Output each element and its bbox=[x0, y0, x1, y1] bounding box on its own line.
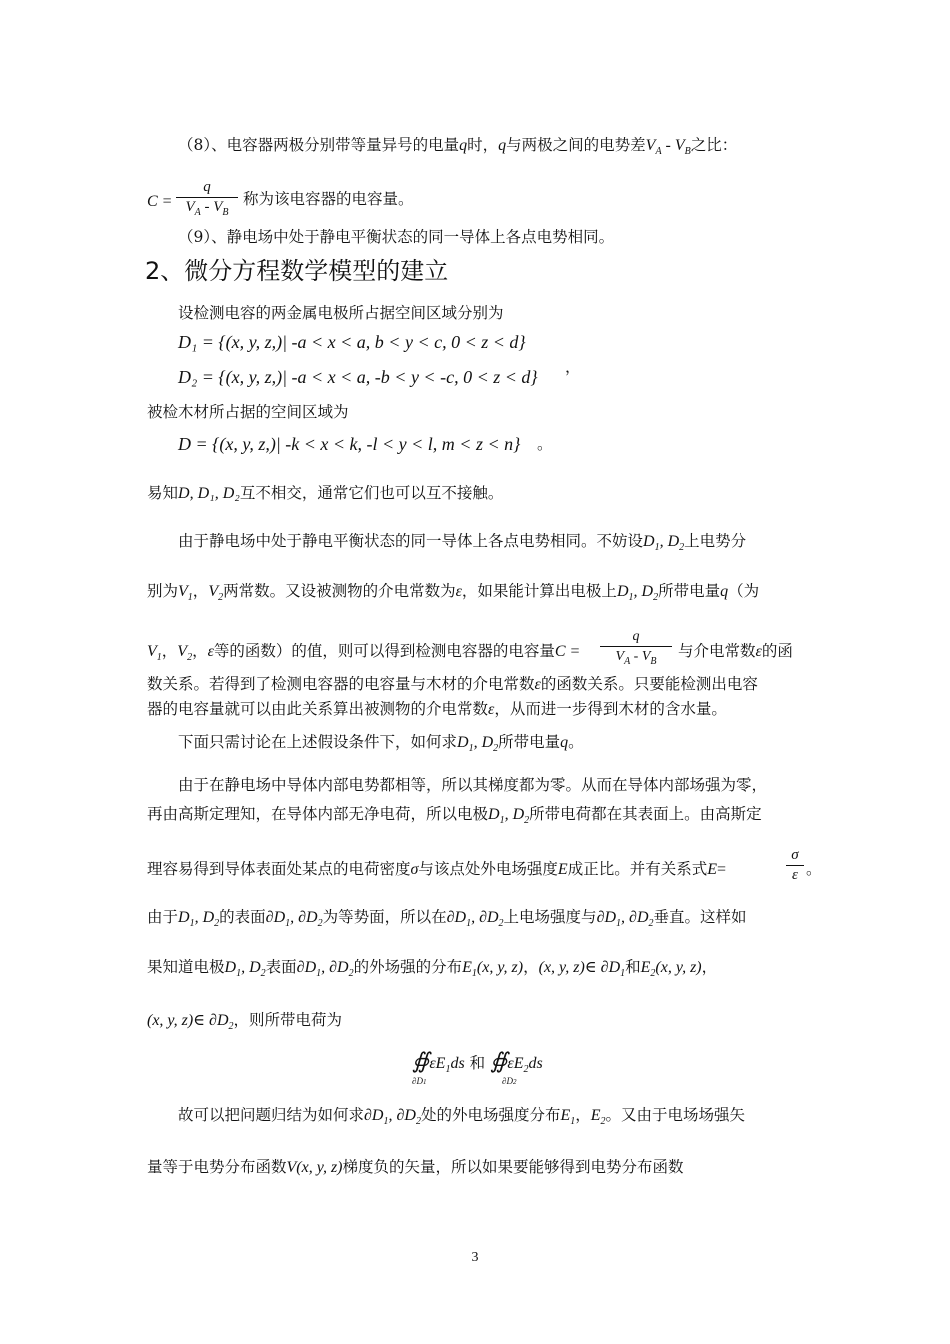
math-va-vb: $V_A - V_B$ bbox=[645, 137, 691, 157]
page-number: 3 bbox=[471, 1250, 479, 1265]
text: 与两极之间的电势差 bbox=[506, 136, 646, 154]
text-line: 由于$D_1$, $D_2$的表面$\partial D_1$, $\partial D_2$为等势面，所以在$\partial D_1$, $\partial D_2$上电场强度与$\partial D_1$, $\partial D_2$垂直。这样如 bbox=[147, 908, 747, 929]
text-line: (x, y, z)∈ $\partial D_2$，则所带电荷为 bbox=[147, 1011, 343, 1032]
text: 时， bbox=[467, 136, 499, 154]
text: 数关系。若得到了检测电容器的电容量与木材的介电常数 bbox=[147, 675, 535, 693]
text-line bbox=[178, 134, 737, 163]
math-q: q bbox=[720, 583, 729, 600]
text: 由于在静电场中导体内部电势都相等，所以其梯度都为零。从而在导体内部场强为零， bbox=[178, 776, 768, 794]
text: ，如果能计算出电极上 bbox=[461, 582, 617, 600]
fraction-capacitance: $\frac{q}{V_A - V_B}$ bbox=[600, 627, 672, 671]
math-d1-d2: $D_1$, $D_2$ bbox=[616, 583, 659, 603]
text: ， bbox=[565, 358, 581, 376]
text: ，从而进一步得到木材的含水量。 bbox=[494, 700, 727, 718]
text: 与介电常数 bbox=[678, 642, 756, 660]
formula-d2: D₂ = {(x, y, z,)| -a < x < a, -b < y < -c, 0 < z < d} bbox=[178, 367, 538, 387]
text: 的函数关系。只要能检测出电容 bbox=[540, 675, 758, 693]
text: 成正比。并有关系式 bbox=[567, 860, 708, 878]
text: （为 bbox=[728, 582, 760, 600]
text: 。 bbox=[537, 435, 553, 453]
text: 的函 bbox=[761, 642, 793, 660]
text: 互不相交，通常它们也可以互不接触。 bbox=[239, 484, 504, 502]
text: 器的电容量就可以由此关系算出被测物的介电常数 bbox=[147, 700, 489, 718]
text: 为等势面，所以在 bbox=[322, 908, 447, 926]
text: 。又由于电场场强矢 bbox=[605, 1106, 746, 1124]
text-line: 别为$V_1$，$V_2$两常数。又设被测物的介电常数为ε，如果能计算出电极上$D_1$, $D_2$所带电量q（为 bbox=[147, 582, 760, 603]
text: 的表面 bbox=[219, 908, 266, 926]
integral-subscript: ∂D2 bbox=[502, 1076, 517, 1086]
text: 量等于电势分布函数 bbox=[147, 1158, 287, 1176]
text: 梯度负的矢量，所以如果要能够得到电势分布函数 bbox=[342, 1158, 684, 1176]
text: 两常数。又设被测物的介电常数为 bbox=[223, 582, 456, 600]
text: 由于静电场中处于静电平衡状态的同一导体上各点电势相同。不妨设 bbox=[178, 532, 644, 550]
text-line: 与介电常数ε的函 bbox=[678, 642, 793, 660]
text-line bbox=[178, 530, 746, 559]
text: 。 bbox=[568, 733, 584, 751]
text-line: 器的电容量就可以由此关系算出被测物的介电常数ε，从而进一步得到木材的含水量。 bbox=[147, 700, 727, 718]
text: 。 bbox=[806, 860, 822, 878]
text: 上电场强度与 bbox=[503, 908, 597, 926]
math-v1-v2: $V_1$ bbox=[178, 583, 193, 603]
text: ，则所带电荷为 bbox=[233, 1011, 343, 1029]
text-line bbox=[147, 482, 503, 505]
text: （8）、电容器两极分别带等量异号的电量 bbox=[178, 136, 460, 154]
section-heading: 2、微分方程数学模型的建立 bbox=[145, 257, 449, 285]
text-line: 理容易得到导体表面处某点的电荷密度σ与该点处外电场强度E成正比。并有关系式E= bbox=[147, 860, 727, 878]
text-line: 再由高斯定理知，在导体内部无净电荷，所以电极$D_1$, $D_2$所带电荷都在其表面上。由高斯定 bbox=[147, 805, 762, 826]
text: 等的函数）的值，则可以得到检测电容器的电容量 bbox=[213, 642, 555, 660]
text: 下面只需讨论在上述假设条件下，如何求 bbox=[178, 733, 458, 751]
text: 被检木材所占据的空间区域为 bbox=[147, 403, 349, 421]
text: 与该点处外电场强度 bbox=[418, 860, 558, 878]
text: 设检测电容的两金属电极所占据空间区域分别为 bbox=[178, 304, 504, 322]
text: 易知 bbox=[147, 484, 179, 502]
math-q: q bbox=[498, 137, 507, 154]
formula-d1: D₁ = {(x, y, z,)| -a < x < a, b < y < c, 0 < z < d} bbox=[178, 332, 526, 352]
text-line: 下面只需讨论在上述假设条件下，如何求$D_1$, $D_2$所带电量q。 bbox=[178, 733, 584, 754]
formula-d: D = {(x, y, z,)| -k < x < k, -l < y < l, m < z < n} bbox=[178, 434, 521, 454]
math-d1-d2: $D_1$, $D_2$ bbox=[643, 533, 685, 553]
math-epsilon: ε bbox=[455, 583, 462, 600]
integral-subscript: ∂D1 bbox=[412, 1076, 427, 1086]
text: （9）、静电场中处于静电平衡状态的同一导体上各点电势相同。 bbox=[178, 228, 615, 246]
text: 所带电荷都在其表面上。由高斯定 bbox=[529, 805, 762, 823]
text: 垂直。这样如 bbox=[653, 908, 747, 926]
text: 理容易得到导体表面处某点的电荷密度 bbox=[147, 860, 411, 878]
text-line bbox=[178, 302, 504, 324]
math-d-d1-d2: D, D₁, D₂ bbox=[178, 485, 240, 502]
text: 所带电量 bbox=[498, 733, 561, 751]
text-line bbox=[243, 188, 414, 210]
text: 故可以把问题归结为如何求 bbox=[178, 1106, 365, 1124]
text: ， bbox=[701, 958, 718, 976]
text: 和 bbox=[469, 1054, 486, 1072]
text-line bbox=[178, 226, 614, 248]
text-line: 量等于电势分布函数V(x, y, z)梯度负的矢量，所以如果要能够得到电势分布函数 bbox=[147, 1158, 684, 1176]
text-line: $V_1$，$V_2$，ε等的函数）的值，则可以得到检测电容器的电容量C = bbox=[147, 642, 580, 663]
text-line: 故可以把问题归结为如何求$\partial D_1$, $\partial D_2$处的外电场强度分布$E_1$，$E_2$。又由于电场场强矢 bbox=[178, 1106, 746, 1127]
fraction-sigma-epsilon: $\frac{\sigma}{\varepsilon}$ bbox=[786, 846, 804, 885]
text: 之比： bbox=[690, 136, 738, 154]
formula-surface-integrals: $∯\varepsilon E_1ds$ 和 $∯\varepsilon E_2ds$ bbox=[412, 1048, 543, 1075]
text: 上电势分 bbox=[684, 532, 747, 550]
text: 再由高斯定理知，在导体内部无净电荷，所以电极 bbox=[147, 805, 489, 823]
text-line: 数关系。若得到了检测电容器的电容量与木材的介电常数ε的函数关系。只要能检测出电容 bbox=[147, 675, 758, 693]
text: 别为 bbox=[147, 582, 179, 600]
text-line: 果知道电极$D_1$, $D_2$表面$\partial D_1$, $\partial D_2$的外场强的分布$E_1(x$, y, z)，(x, y, z)∈ $\partial D_1$和$E_2(x$, y, z)， bbox=[147, 958, 718, 979]
text: 由于 bbox=[147, 908, 179, 926]
text: 称为该电容器的电容量。 bbox=[243, 190, 414, 208]
text: ， bbox=[523, 958, 539, 976]
fraction-capacitance: $\frac{q}{V_A - V_B}$ bbox=[176, 178, 238, 222]
text-line bbox=[147, 401, 349, 423]
formula-capacitance: C = bbox=[147, 193, 172, 210]
text: 所带电量 bbox=[658, 582, 721, 600]
text-line bbox=[178, 774, 767, 796]
text: ， bbox=[575, 1106, 591, 1124]
text: 表面 bbox=[265, 958, 297, 976]
math-q: q bbox=[459, 137, 468, 154]
text: 果知道电极 bbox=[147, 958, 225, 976]
text: 的外场强的分布 bbox=[353, 958, 463, 976]
text: 和 bbox=[625, 958, 641, 976]
text: 处的外电场强度分布 bbox=[420, 1106, 561, 1124]
